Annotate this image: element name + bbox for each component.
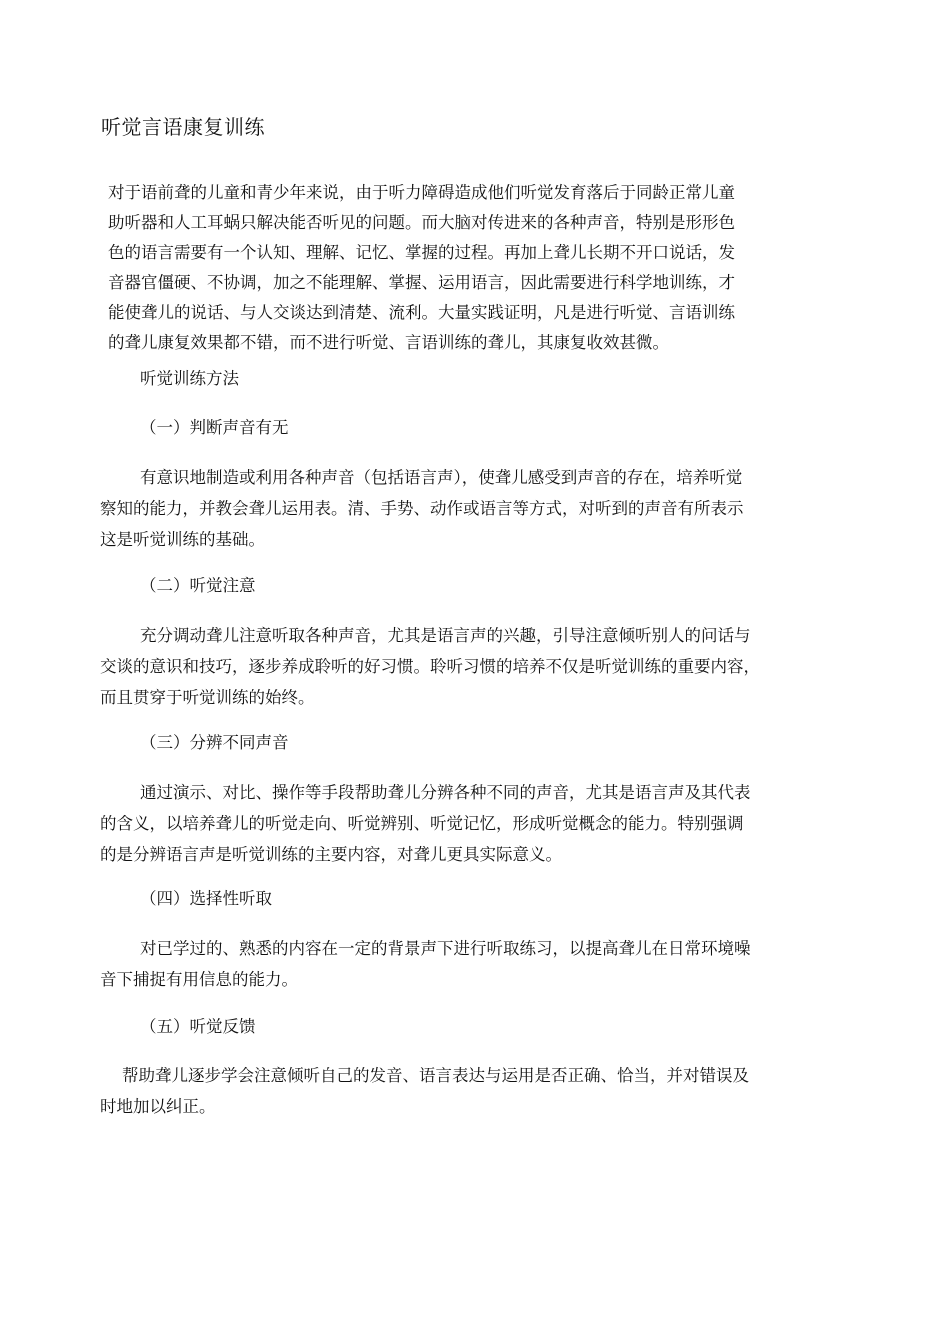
section-paragraph (100, 620, 860, 713)
paragraph-line: 帮助聋儿逐步学会注意倾听自己的发音、语言表达与运用是否正确、恰当，并对错误及 (122, 1066, 749, 1085)
paragraph-line: 的含义，以培养聋儿的听觉走向、听觉辨别、听觉记忆，形成听觉概念的能力。特别强调 (100, 814, 744, 833)
paragraph-line: 音下捕捉有用信息的能力。 (100, 970, 298, 989)
paragraph-line: 充分调动聋儿注意听取各种声音，尤其是语言声的兴趣，引导注意倾听别人的问话与 (140, 626, 751, 645)
section-paragraph (100, 777, 860, 870)
paragraph-line: 交谈的意识和技巧，逐步养成聆听的好习惯。聆听习惯的培养不仅是听觉训练的重要内容， (100, 657, 760, 676)
document-title: 听觉言语康复训练 (101, 115, 265, 139)
intro-line: 对于语前聋的儿童和青少年来说，由于听力障碍造成他们听觉发育落后于同龄正常儿童 (108, 183, 735, 202)
section-paragraph (100, 933, 860, 995)
section-heading: （四）选择性听取 (140, 889, 272, 908)
section-heading: （五）听觉反馈 (140, 1017, 256, 1036)
intro-line: 能使聋儿的说话、与人交谈达到清楚、流利。大量实践证明，凡是进行听觉、言语训练 (108, 303, 735, 322)
intro-line: 色的语言需要有一个认知、理解、记忆、掌握的过程。再加上聋儿长期不开口说话，发 (108, 243, 735, 262)
methods-heading: 听觉训练方法 (140, 369, 239, 388)
paragraph-line: 而且贯穿于听觉训练的始终。 (100, 688, 315, 707)
paragraph-line: 有意识地制造或利用各种声音（包括语言声），使聋儿感受到声音的存在，培养听觉 (140, 468, 743, 487)
paragraph-line: 通过演示、对比、操作等手段帮助聋儿分辨各种不同的声音，尤其是语言声及其代表 (140, 783, 751, 802)
paragraph-line: 的是分辨语言声是听觉训练的主要内容，对聋儿更具实际意义。 (100, 845, 562, 864)
section-heading: （一）判断声音有无 (140, 418, 289, 437)
paragraph-line: 察知的能力，并教会聋儿运用表。清、手势、动作或语言等方式，对听到的声音有所表示 (100, 499, 744, 518)
section-heading: （二）听觉注意 (140, 576, 256, 595)
intro-paragraph (108, 178, 735, 358)
paragraph-line: 时地加以纠正。 (100, 1097, 216, 1116)
section-heading: （三）分辨不同声音 (140, 733, 289, 752)
section-paragraph (100, 1060, 860, 1122)
paragraph-line: 对已学过的、熟悉的内容在一定的背景声下进行听取练习，以提高聋儿在日常环境噪 (140, 939, 751, 958)
intro-line: 的聋儿康复效果都不错，而不进行听觉、言语训练的聋儿，其康复收效甚微。 (108, 333, 669, 352)
section-paragraph (100, 462, 860, 555)
intro-line: 助听器和人工耳蜗只解决能否听见的问题。而大脑对传进来的各种声音，特别是形形色 (108, 213, 735, 232)
paragraph-line: 这是听觉训练的基础。 (100, 530, 265, 549)
intro-line: 音器官僵硬、不协调，加之不能理解、掌握、运用语言，因此需要进行科学地训练，才 (108, 273, 735, 292)
